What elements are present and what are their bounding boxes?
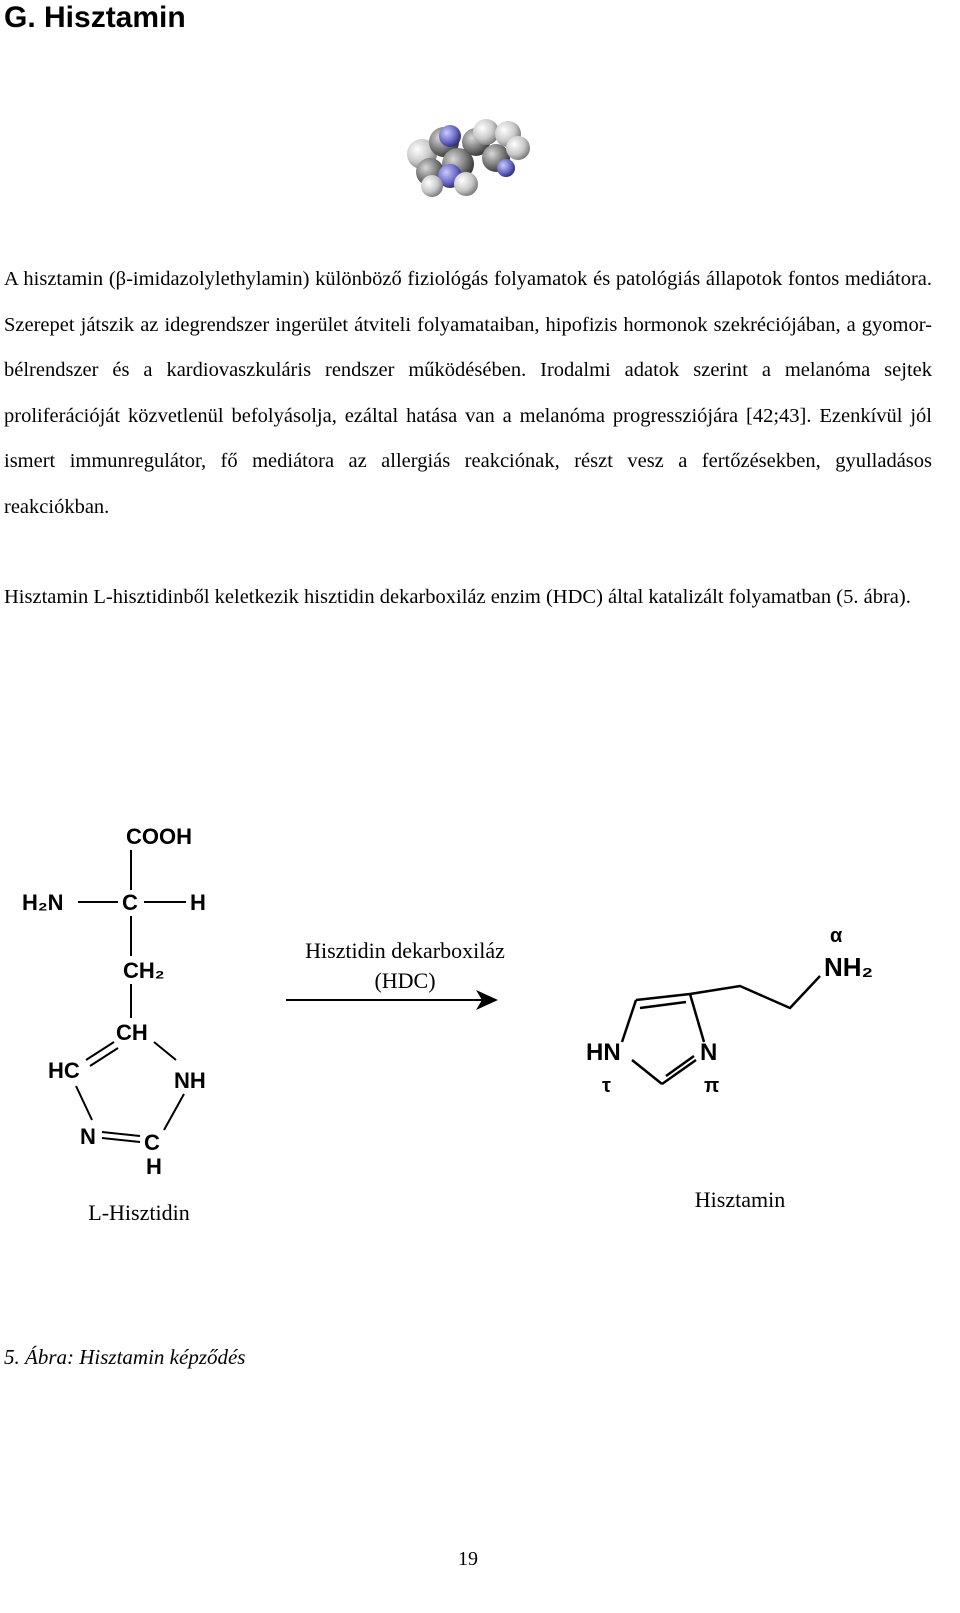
page-heading: G. Hisztamin — [4, 1, 186, 34]
synthesis-paragraph: Hisztamin L-hisztidinből keletkezik hisztidin dekarboxiláz enzim (HDC) által katalizált folyamatban (5. ábra). — [4, 586, 911, 608]
ring-ch: CH — [116, 1020, 148, 1045]
ring-c: C — [144, 1130, 160, 1155]
alpha-hydrogen: H — [190, 890, 206, 915]
enzyme-abbreviation: (HDC) — [374, 968, 436, 993]
page-number: 19 — [458, 1548, 478, 1570]
histamine-label: Hisztamin — [694, 1187, 786, 1212]
enzyme-name: Hisztidin dekarboxiláz — [305, 938, 505, 963]
nh2-group: NH₂ — [824, 952, 874, 982]
cooh-group: COOH — [126, 824, 192, 849]
figure-caption: 5. Ábra: Hisztamin képződés — [4, 1345, 246, 1369]
ch2-group: CH₂ — [123, 958, 165, 983]
alpha-label: α — [830, 925, 843, 947]
ring-hn: HN — [586, 1039, 621, 1066]
ring-h: H — [146, 1154, 162, 1179]
ring-hc: HC — [48, 1058, 80, 1083]
h2n-group: H₂N — [22, 890, 64, 915]
pi-label: π — [704, 1075, 720, 1097]
histamine-formation-scheme — [0, 780, 960, 1260]
reaction-arrow — [286, 938, 505, 1010]
l-histidine-structure — [22, 824, 206, 1179]
ring-nh: NH — [174, 1068, 206, 1093]
l-histidine-label: L-Hisztidin — [88, 1200, 190, 1225]
intro-paragraph: A hisztamin (β-imidazolylethylamin) különböző fiziológás folyamatok és patológiás állapotok fontos mediátora. Szerepet játszik az idegrendszer ingerület átviteli folyamataiban, hipofizis hormonok szekréciójában, a gyomor-bélrendszer és a kardiovaszkuláris rendszer működésében. Irodalmi adatok szerint a melanóma sejtek proliferációját közvetlenül befolyásolja, ezáltal hatása van a melanóma progressziójára [42;43]. Ezenkívül jól ismert immunregulátor, fő mediátora az allergiás reakciónak, részt vesz a fertőzésekben, gyulladásos reakciókban. — [4, 268, 932, 518]
alpha-carbon: C — [122, 890, 138, 915]
histamine-3d-model-image — [400, 112, 540, 204]
tau-label: τ — [602, 1075, 611, 1097]
ring-n: N — [700, 1039, 718, 1066]
ring-n: N — [80, 1124, 96, 1149]
histamine-structure — [586, 925, 873, 1097]
